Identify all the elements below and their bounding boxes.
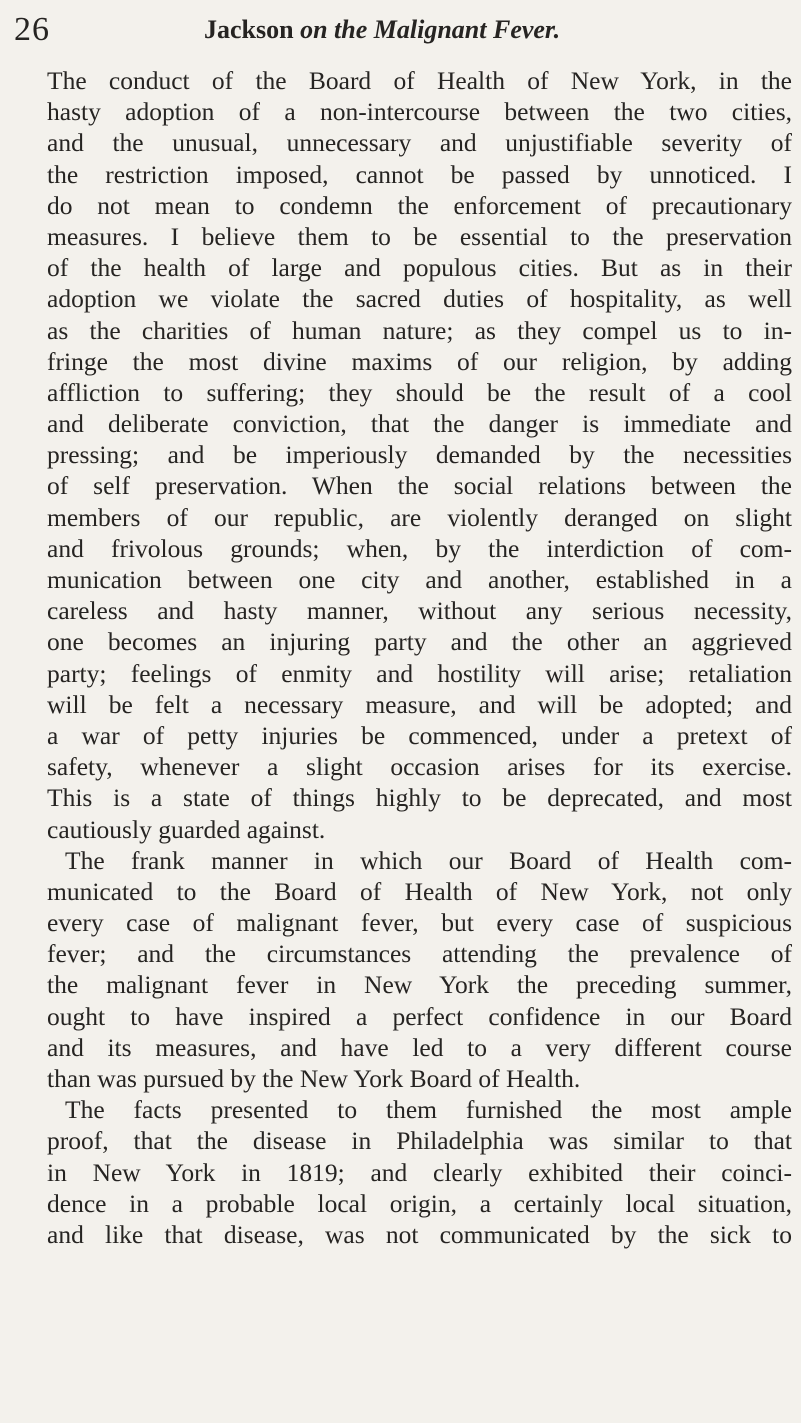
text-line: proof, that the disease in Philadelphia was similar to that xyxy=(47,1126,792,1156)
text-line: the restriction imposed, cannot be passed by unnoticed. I xyxy=(47,159,792,189)
text-line: do not mean to condemn the enforcement of precautionary xyxy=(47,190,792,220)
text-line: of the health of large and populous cities. But as in their xyxy=(47,253,792,283)
running-head-author: Jackson xyxy=(204,15,294,44)
page-number: 26 xyxy=(14,11,50,48)
paragraph xyxy=(47,65,792,845)
text-line: fringe the most divine maxims of our religion, by adding xyxy=(47,346,792,376)
paragraph xyxy=(47,1094,792,1250)
body-text xyxy=(47,65,792,1250)
text-line: of self preservation. When the social relations between the xyxy=(47,471,792,501)
text-line: every case of malignant fever, but every case of suspicious xyxy=(47,908,792,938)
text-line: members of our republic, are violently deranged on slight xyxy=(47,502,792,532)
running-head xyxy=(204,12,560,48)
text-line: one becomes an injuring party and the other an aggrieved xyxy=(47,627,792,657)
text-line: The conduct of the Board of Health of New York, in the xyxy=(47,66,792,95)
text-line: hasty adoption of a non-intercourse between the two cities, xyxy=(47,97,792,127)
text-line: as the charities of human nature; as they compel us to in- xyxy=(47,315,792,345)
running-head-title: on the Malignant Fever. xyxy=(300,15,561,44)
text-line: measures. I believe them to be essential to the preservation xyxy=(47,221,792,251)
text-line: munication between one city and another, established in a xyxy=(47,565,792,594)
text-line: ought to have inspired a perfect confidence in our Board xyxy=(47,1001,792,1031)
text-line: and frivolous grounds; when, by the interdiction of com- xyxy=(47,533,792,563)
text-line: and its measures, and have led to a very different course xyxy=(47,1032,792,1062)
text-line: This is a state of things highly to be deprecated, and most xyxy=(47,783,792,813)
text-line: fever; and the circumstances attending the prevalence of xyxy=(47,939,792,969)
text-line: in New York in 1819; and clearly exhibited their coinci- xyxy=(47,1157,792,1187)
text-line: The facts presented to them furnished the most ample xyxy=(65,1095,792,1125)
text-line: and like that disease, was not communicated by the sick to xyxy=(47,1219,792,1249)
text-line: adoption we violate the sacred duties of hospitality, as well xyxy=(47,284,792,314)
text-line: and the unusual, unnecessary and unjustifiable severity of xyxy=(47,128,792,158)
text-line: The frank manner in which our Board of Health com- xyxy=(65,845,792,875)
text-line: will be felt a necessary measure, and will be adopted; and xyxy=(47,689,792,719)
text-line: careless and hasty manner, without any serious necessity, xyxy=(47,596,792,626)
text-line: party; feelings of enmity and hostility will arise; retaliation xyxy=(47,658,792,688)
text-line: pressing; and be imperiously demanded by the necessities xyxy=(47,440,792,470)
text-line: than was pursued by the New York Board of Health. xyxy=(47,1064,581,1093)
text-line: the malignant fever in New York the preceding summer, xyxy=(47,970,792,1000)
text-line: affliction to suffering; they should be the result of a cool xyxy=(47,377,792,407)
text-line: cautiously guarded against. xyxy=(47,814,326,844)
text-line: safety, whenever a slight occasion arises for its exercise. xyxy=(47,752,792,782)
text-line: and deliberate conviction, that the danger is immediate and xyxy=(47,409,792,439)
text-line: municated to the Board of Health of New York, not only xyxy=(47,876,792,906)
text-line: dence in a probable local origin, a certainly local situation, xyxy=(47,1188,792,1218)
paragraph xyxy=(47,845,792,1095)
text-line: a war of petty injuries be commenced, under a pretext of xyxy=(47,720,792,750)
